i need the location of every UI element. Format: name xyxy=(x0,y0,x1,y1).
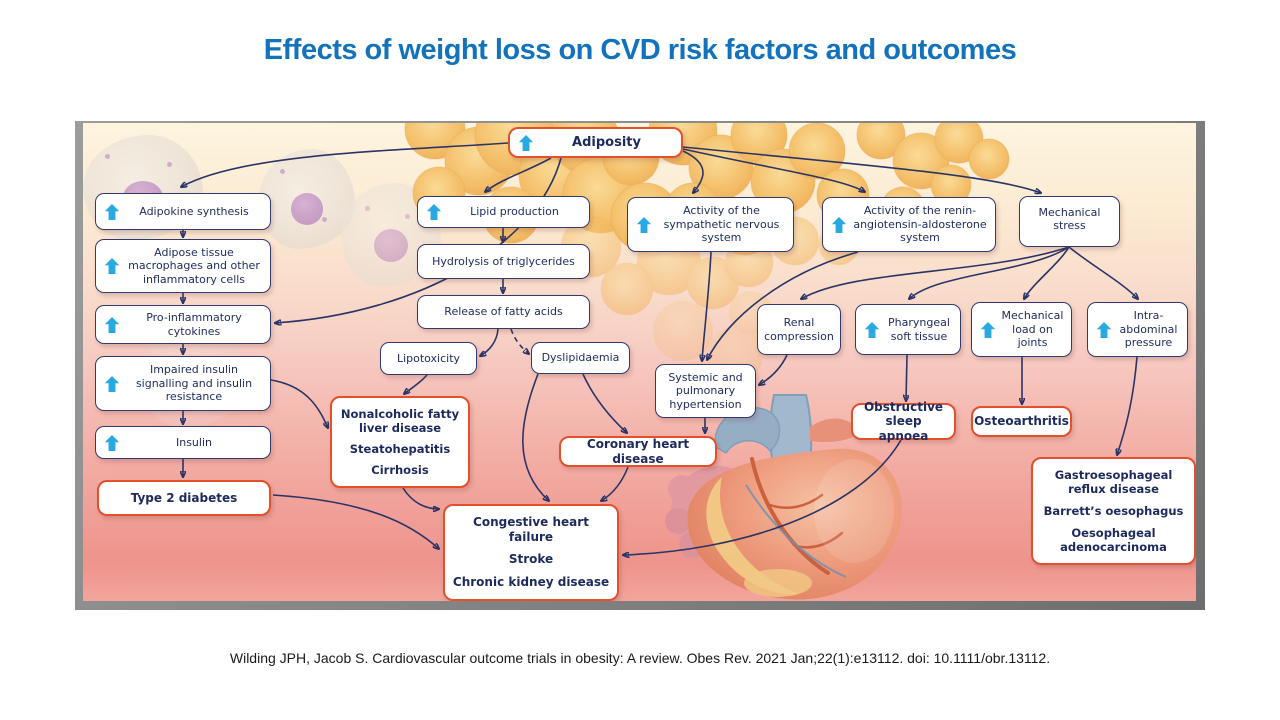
node-label: Pro-inflammatory cytokines xyxy=(146,311,242,338)
node-lipid-production xyxy=(417,196,590,228)
node-dyslipidaemia xyxy=(531,342,630,374)
node-label: Cirrhosis xyxy=(371,463,429,478)
node-label: Adiposity xyxy=(572,134,641,150)
node-coronary-heart-disease xyxy=(559,436,717,467)
node-label: Lipotoxicity xyxy=(396,351,461,365)
node-label: Insulin xyxy=(175,435,212,449)
citation-text: Wilding JPH, Jacob S. Cardiovascular outcome trials in obesity: A review. Obes Rev. 2021 Jan;22(1):e13112. doi: 10.1111/obr.13112. xyxy=(229,650,1051,666)
node-label: Mechanical stress xyxy=(1038,206,1101,233)
node-nafld xyxy=(330,396,470,488)
node-systemic-pulmonary-hypertension xyxy=(655,364,756,418)
node-adipokine-synthesis xyxy=(95,193,271,230)
node-pharyngeal-soft-tissue xyxy=(855,304,961,355)
node-label: Osteoarthritis xyxy=(974,414,1069,429)
node-label: Intra-abdominal pressure xyxy=(1119,309,1178,350)
node-intra-abdominal-pressure xyxy=(1087,302,1188,357)
increase-arrow-icon xyxy=(104,203,120,221)
node-sympathetic-activity xyxy=(627,197,794,252)
node-label: Activity of the renin-angiotensin-aldosterone system xyxy=(853,204,987,245)
node-label: Nonalcoholic fatty liver disease xyxy=(340,406,460,435)
diagram-frame xyxy=(75,121,1205,610)
node-raas-activity xyxy=(822,197,996,252)
node-label: Dyslipidaemia xyxy=(541,351,620,365)
node-impaired-insulin xyxy=(95,356,271,411)
node-label: Obstructive sleep apnoea xyxy=(863,399,944,443)
increase-arrow-icon xyxy=(1096,321,1112,339)
node-type-2-diabetes xyxy=(97,480,271,516)
node-gerd-barretts-adenocarcinoma xyxy=(1031,457,1196,565)
node-label: Oesophageal adenocarcinoma xyxy=(1060,525,1167,554)
increase-arrow-icon xyxy=(426,203,442,221)
node-obstructive-sleep-apnoea xyxy=(851,399,956,443)
node-label: Renal compression xyxy=(764,316,834,343)
node-renal-compression xyxy=(757,304,841,355)
node-label: Barrett’s oesophagus xyxy=(1043,503,1184,518)
node-osteoarthritis xyxy=(971,406,1072,437)
diagram-panel xyxy=(83,123,1196,601)
node-label: Impaired insulin signalling and insulin resistance xyxy=(135,363,253,404)
node-proinflammatory-cytokines xyxy=(95,305,271,344)
node-label: Hydrolysis of triglycerides xyxy=(432,254,575,268)
increase-arrow-icon xyxy=(636,216,652,234)
node-label: Adipokine synthesis xyxy=(139,204,249,218)
node-label: Mechanical load on joints xyxy=(1001,309,1064,350)
increase-arrow-icon xyxy=(104,375,120,393)
node-insulin xyxy=(95,426,271,459)
increase-arrow-icon xyxy=(980,321,996,339)
slide-title: Effects of weight loss on CVD risk factors and outcomes xyxy=(263,34,1017,66)
node-label: Lipid production xyxy=(470,205,559,219)
node-label: Release of fatty acids xyxy=(444,305,563,319)
node-label: Systemic and pulmonary hypertension xyxy=(668,370,743,411)
node-adipose-macrophages xyxy=(95,239,271,293)
node-label: Congestive heart failure xyxy=(473,515,589,544)
node-label: Coronary heart disease xyxy=(586,436,690,466)
increase-arrow-icon xyxy=(104,316,120,334)
node-mechanical-load-on-joints xyxy=(971,302,1072,357)
increase-arrow-icon xyxy=(864,321,880,339)
node-chf-stroke-ckd xyxy=(443,504,619,601)
node-mechanical-stress xyxy=(1019,196,1120,247)
increase-arrow-icon xyxy=(104,434,120,452)
node-hydrolysis-of-triglycerides xyxy=(417,244,590,279)
increase-arrow-icon xyxy=(518,134,534,152)
node-label: Chronic kidney disease xyxy=(452,575,610,590)
node-label: Type 2 diabetes xyxy=(130,490,238,505)
node-release-of-fatty-acids xyxy=(417,295,590,329)
increase-arrow-icon xyxy=(831,216,847,234)
node-label: Steatohepatitis xyxy=(349,442,451,456)
node-adiposity xyxy=(508,127,683,158)
node-label: Activity of the sympathetic nervous system xyxy=(663,204,780,245)
node-label: Adipose tissue macrophages and other inflammatory cells xyxy=(128,245,260,286)
node-label: Stroke xyxy=(508,552,554,567)
node-label: Gastroesophageal reflux disease xyxy=(1054,467,1173,496)
node-label: Pharyngeal soft tissue xyxy=(888,316,950,343)
increase-arrow-icon xyxy=(104,257,120,275)
node-lipotoxicity xyxy=(380,342,477,375)
